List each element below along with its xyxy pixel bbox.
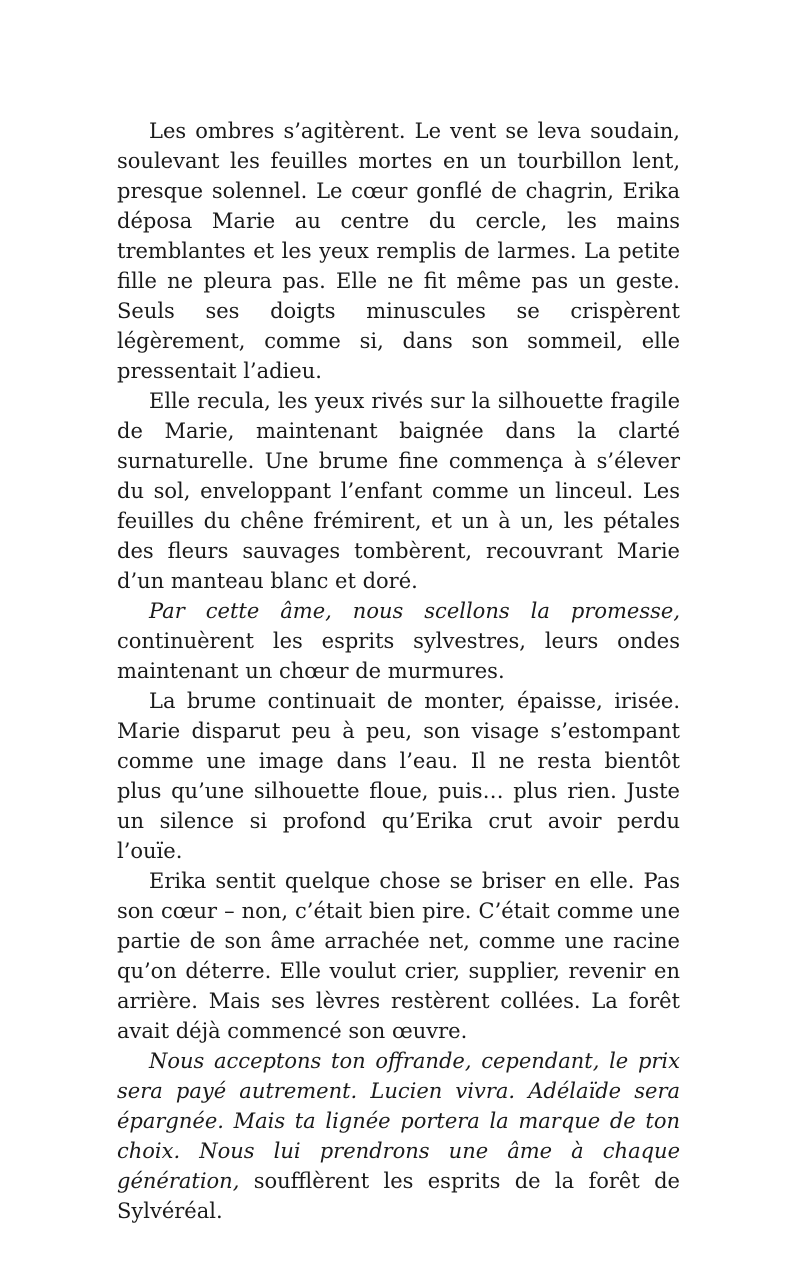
- paragraph-5-text: Erika sentit quelque chose se briser en elle. Pas son cœur – non, c’était bien pire. C’était comme une partie de son âme arrachée net, comme une racine qu’on déterre. Elle voulut crier, supplier, revenir en arrière. Mais ses lèvres restèrent collées. La forêt avait déjà commencé son œuvre.: [117, 869, 680, 1043]
- paragraph-4-text: La brume continuait de monter, épaisse, irisée. Marie disparut peu à peu, son visage s’estompant comme une image dans l’eau. Il ne resta bientôt plus qu’une silhouette floue, puis… plus rien. Juste un silence si profond qu’Erika crut avoir perdu l’ouïe.: [117, 689, 680, 863]
- paragraph-5: [117, 866, 680, 1046]
- paragraph-6-italic: Nous acceptons ton offrande, cependant, le prix sera payé autrement. Lucien vivra. Adélaïde sera épargnée. Mais ta lignée portera la marque de ton choix. Nous lui prendrons une âme à chaque génération,: [117, 1049, 680, 1193]
- paragraph-3-italic: Par cette âme, nous scellons la promesse,: [149, 599, 680, 623]
- paragraph-2: [117, 386, 680, 596]
- paragraph-2-text: Elle recula, les yeux rivés sur la silhouette fragile de Marie, maintenant baignée dans la clarté surnaturelle. Une brume fine commença à s’élever du sol, enveloppant l’enfant comme un linceul. Les feuilles du chêne frémirent, et un à un, les pétales des fleurs sauvages tombèrent, recouvrant Marie d’un manteau blanc et doré.: [117, 389, 680, 593]
- paragraph-4: [117, 686, 680, 866]
- paragraph-6: [117, 1046, 680, 1226]
- paragraph-6-text: soufflèrent les esprits de la forêt de Sylvéréal.: [117, 1169, 680, 1223]
- paragraph-3: [117, 596, 680, 686]
- paragraph-3-text: continuèrent les esprits sylvestres, leurs ondes maintenant un chœur de murmures.: [117, 629, 680, 683]
- paragraph-1-text: Les ombres s’agitèrent. Le vent se leva soudain, soulevant les feuilles mortes en un tourbillon lent, presque solennel. Le cœur gonflé de chagrin, Erika déposa Marie au centre du cercle, les mains tremblantes et les yeux remplis de larmes. La petite fille ne pleura pas. Elle ne fit même pas un geste. Seuls ses doigts minuscules se crispèrent légèrement, comme si, dans son sommeil, elle pressentait l’adieu.: [117, 119, 680, 383]
- book-page: [117, 116, 680, 1226]
- paragraph-1: [117, 116, 680, 386]
